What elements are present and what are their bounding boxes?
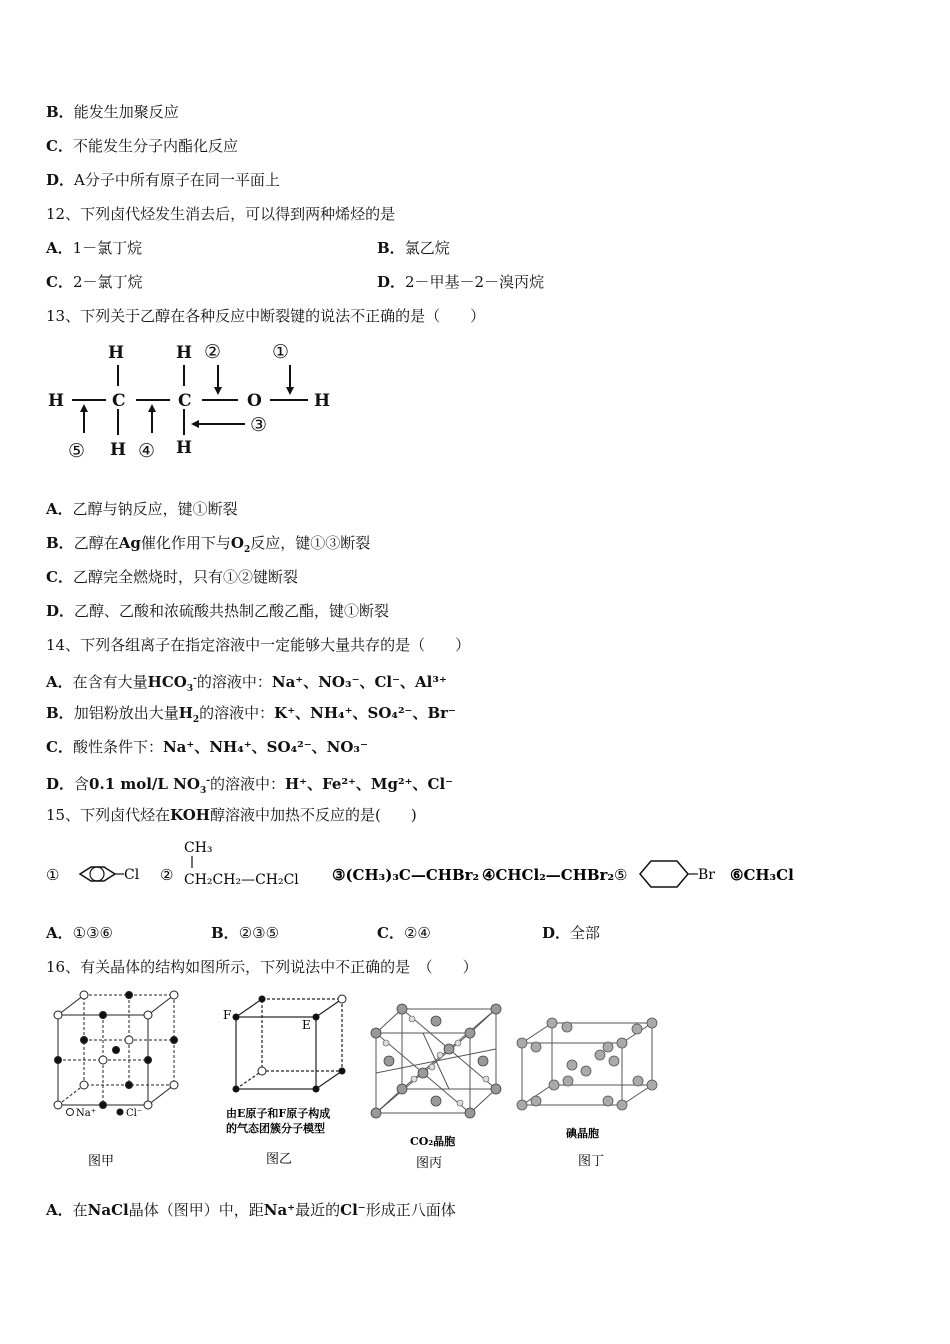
chloro-1: Cl (124, 867, 140, 883)
crystal-structures-figure (40, 985, 680, 1175)
benzene-ring-icon (80, 867, 115, 881)
item-6: ⑥CH₃Cl (730, 866, 794, 884)
bond-label-5: ⑤ (68, 440, 86, 462)
co2-label: CO₂晶胞 (410, 1135, 456, 1148)
legend-na: Na⁺ (76, 1108, 96, 1119)
atom-h-top-2: H (176, 343, 193, 363)
q12-stem: 12、下列卤代烃发生消去后，可以得到两种烯烃的是 (46, 205, 396, 223)
q13-option-b: B．乙醇在Ag催化作用下与$O_2$反应，键①③断裂 (46, 534, 371, 555)
atom-o: O (247, 391, 262, 411)
q12-option-a: A．1－氯丁烷 (46, 239, 143, 257)
methyl-label: CH₃ (184, 840, 213, 856)
q15-option-a: A．①③⑥ (46, 924, 113, 942)
q16-option-a: A．在NaCl晶体（图甲）中，距Na⁺最近的Cl⁻形成正八面体 (46, 1201, 456, 1219)
q14-stem: 14、下列各组离子在指定溶液中一定能够大量共存的是（ ） (46, 636, 471, 654)
cluster-cell (236, 999, 342, 1089)
caption-bing: 图丙 (416, 1156, 443, 1171)
cluster-desc-2: 的气态团簇分子模型 (226, 1122, 325, 1135)
item-5-number: ⑤ (614, 866, 628, 884)
q11-option-b: B．能发生加聚反应 (46, 103, 179, 121)
caption-ding: 图丁 (578, 1154, 605, 1169)
atom-h-bottom-1: H (110, 440, 127, 460)
q15-option-d: D．全部 (542, 924, 601, 942)
q14-option-a: A．在含有大量$HCO_3^-$的溶液中：Na⁺、NO₃⁻、Cl⁻、Al³⁺ (46, 673, 447, 694)
q12-option-d: D．2－甲基－2－溴丙烷 (377, 273, 545, 291)
caption-jia: 图甲 (88, 1154, 115, 1169)
ethanol-structure-figure (40, 335, 360, 465)
item-3: ③(CH₃)₃C—CHBr₂ (332, 866, 480, 884)
q15-stem: 15、下列卤代烃在KOH醇溶液中加热不反应的是( ) (46, 806, 417, 824)
atom-h-top-1: H (108, 343, 125, 363)
atom-c-2: C (178, 391, 192, 411)
cyclohexane-ring-icon (640, 861, 688, 887)
legend-cl: Cl⁻ (126, 1108, 143, 1119)
item-4: ④CHCl₂—CHBr₂ (482, 866, 615, 884)
q14-option-b: B．加铝粉放出大量$H_2$的溶液中：K⁺、NH₄⁺、SO₄²⁻、Br⁻ (46, 704, 456, 725)
bond-label-1: ① (272, 341, 290, 363)
atom-h-left: H (48, 391, 65, 411)
q13-option-a: A．乙醇与钠反应，键①断裂 (46, 500, 238, 518)
q16-stem: 16、有关晶体的结构如图所示，下列说法中不正确的是 （ ） (46, 958, 478, 976)
atom-h-bottom-2: H (176, 438, 193, 458)
q15-structures (40, 832, 800, 897)
q12-option-c: C．2－氯丁烷 (46, 273, 143, 291)
q12-option-b: B．氯乙烷 (377, 239, 450, 257)
cluster-desc-1: 由E原子和F原子构成 (226, 1107, 331, 1120)
iodine-label: 碘晶胞 (566, 1127, 599, 1140)
atom-h-right: H (314, 391, 331, 411)
q11-option-d: D．A分子中所有原子在同一平面上 (46, 171, 280, 189)
q14-option-d: D．含0.1 mol/L $NO_3^-$的溶液中：H⁺、Fe²⁺、Mg²⁺、Cl⁻ (46, 775, 454, 796)
q13-option-d: D．乙醇、乙酸和浓硫酸共热制乙酸乙酯，键①断裂 (46, 602, 390, 620)
q15-option-c: C．②④ (377, 924, 431, 942)
item-1-number: ① (46, 866, 60, 884)
bond-label-3: ③ (250, 414, 268, 436)
caption-yi: 图乙 (266, 1152, 293, 1167)
label-f: F (223, 1008, 232, 1022)
chain-label: CH₂CH₂—CH₂Cl (184, 872, 299, 888)
q13-option-c: C．乙醇完全燃烧时，只有①②键断裂 (46, 568, 298, 586)
bond-label-2: ② (204, 341, 222, 363)
iodine-cell (522, 1023, 652, 1105)
label-e: E (302, 1018, 311, 1032)
q11-option-c: C．不能发生分子内酯化反应 (46, 137, 238, 155)
q14-option-c: C．酸性条件下：Na⁺、NH₄⁺、SO₄²⁻、NO₃⁻ (46, 738, 368, 756)
q13-stem: 13、下列关于乙醇在各种反应中断裂键的说法不正确的是（ ） (46, 307, 486, 325)
item-2-number: ② (160, 866, 174, 884)
bromo-5: Br (698, 867, 715, 883)
atom-c-1: C (112, 391, 126, 411)
bond-label-4: ④ (138, 440, 156, 462)
q15-option-b: B．②③⑤ (211, 924, 280, 942)
